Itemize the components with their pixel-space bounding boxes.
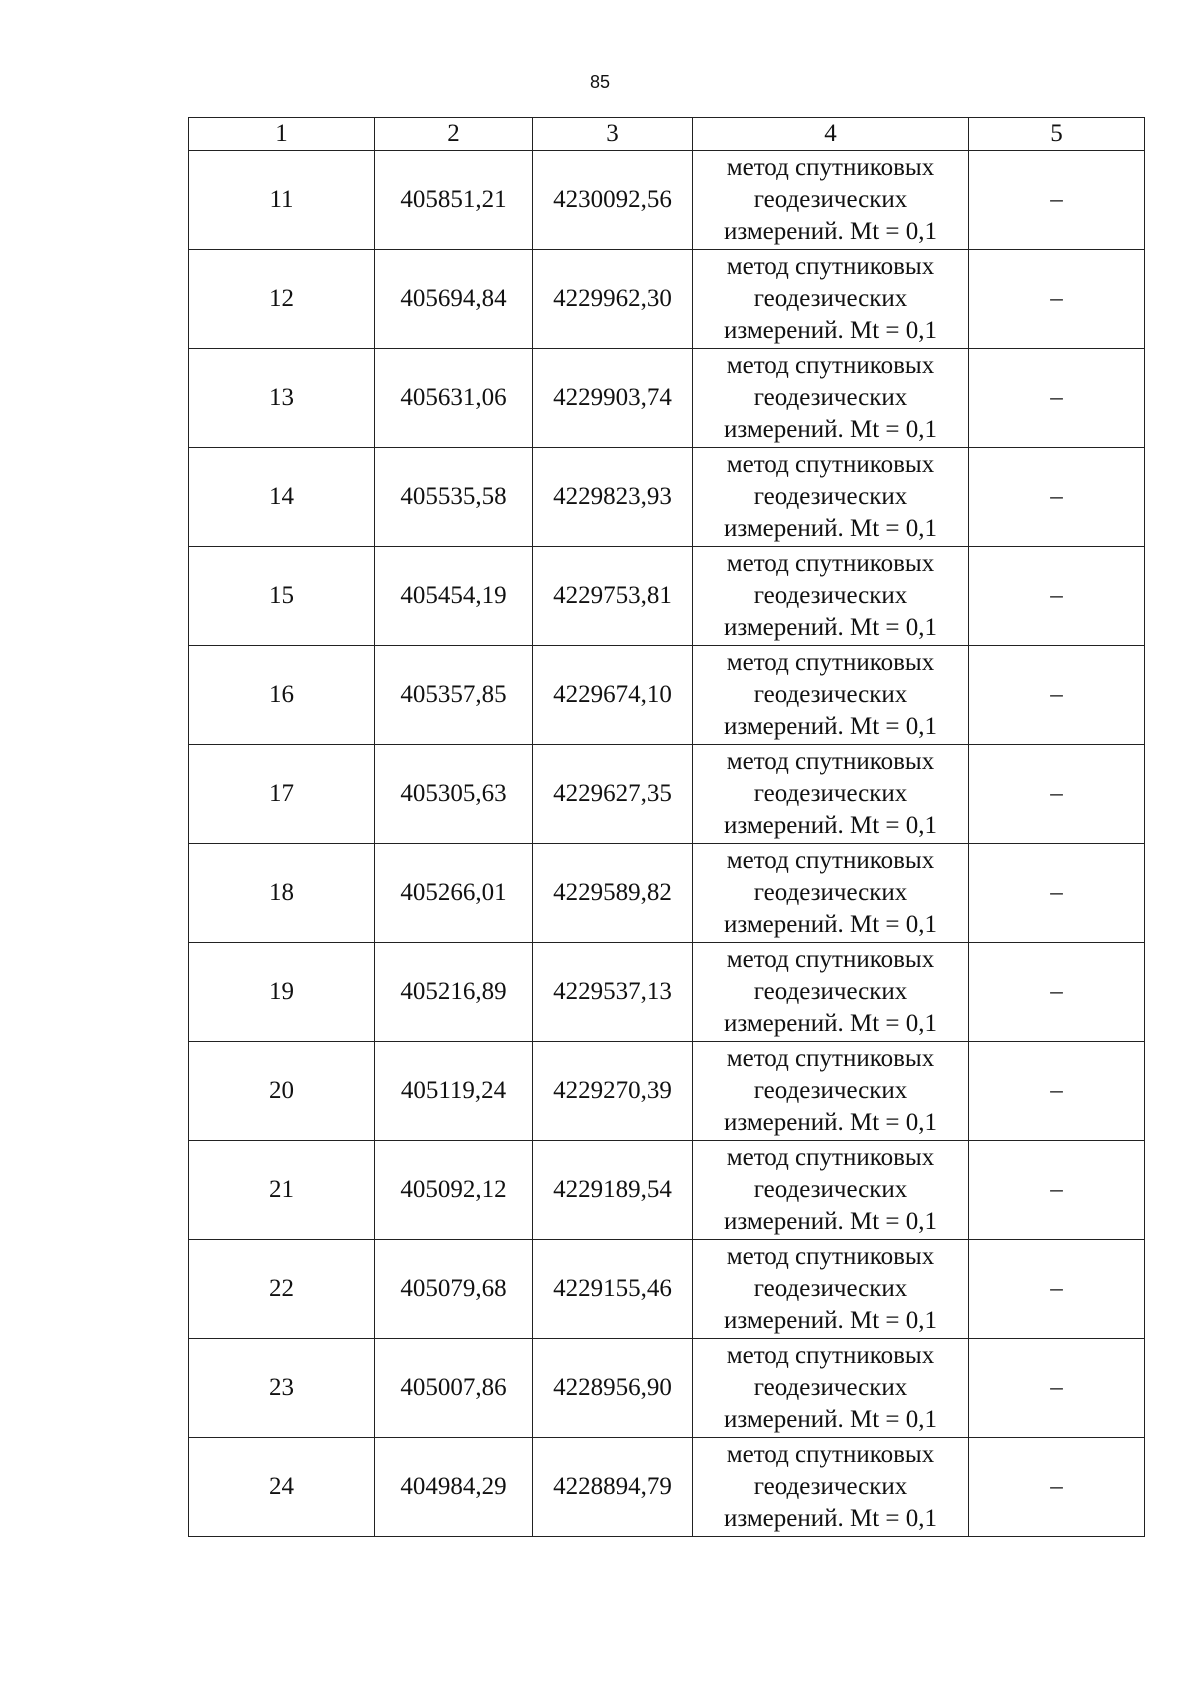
method-line: геодезических xyxy=(753,582,908,609)
method-line: геодезических xyxy=(753,1473,908,1500)
method-line: геодезических xyxy=(753,1275,908,1302)
y-coordinate-cell: 4228894,79 xyxy=(533,1438,693,1537)
table-row xyxy=(189,349,1145,448)
method-line: геодезических xyxy=(753,978,908,1005)
note-cell: – xyxy=(969,1438,1145,1537)
method-cell xyxy=(693,1141,969,1240)
method-line: измерений. Mt = 0,1 xyxy=(723,1307,938,1334)
y-coordinate-cell: 4229589,82 xyxy=(533,844,693,943)
method-cell xyxy=(693,250,969,349)
method-line: метод спутниковых xyxy=(726,946,935,973)
table-row xyxy=(189,943,1145,1042)
column-header-2: 2 xyxy=(375,118,533,151)
method-cell xyxy=(693,151,969,250)
table-header xyxy=(189,118,1145,151)
table-row xyxy=(189,745,1145,844)
x-coordinate-cell: 405216,89 xyxy=(375,943,533,1042)
method-line: измерений. Mt = 0,1 xyxy=(723,317,938,344)
method-line: метод спутниковых xyxy=(726,649,935,676)
table-body xyxy=(189,151,1145,1537)
method-line: измерений. Mt = 0,1 xyxy=(723,713,938,740)
point-number-cell: 22 xyxy=(189,1240,375,1339)
method-line: геодезических xyxy=(753,1176,908,1203)
method-line: геодезических xyxy=(753,483,908,510)
method-line: геодезических xyxy=(753,186,908,213)
method-cell xyxy=(693,448,969,547)
method-line: метод спутниковых xyxy=(726,352,935,379)
point-number-cell: 11 xyxy=(189,151,375,250)
method-line: измерений. Mt = 0,1 xyxy=(723,911,938,938)
method-line: метод спутниковых xyxy=(726,550,935,577)
y-coordinate-cell: 4230092,56 xyxy=(533,151,693,250)
y-coordinate-cell: 4229823,93 xyxy=(533,448,693,547)
method-cell xyxy=(693,745,969,844)
method-line: измерений. Mt = 0,1 xyxy=(723,1208,938,1235)
method-line: метод спутниковых xyxy=(726,1441,935,1468)
x-coordinate-cell: 405092,12 xyxy=(375,1141,533,1240)
method-line: метод спутниковых xyxy=(726,1243,935,1270)
x-coordinate-cell: 405357,85 xyxy=(375,646,533,745)
point-number-cell: 21 xyxy=(189,1141,375,1240)
coordinates-table xyxy=(188,117,1145,1537)
x-coordinate-cell: 405079,68 xyxy=(375,1240,533,1339)
note-cell: – xyxy=(969,1042,1145,1141)
method-line: геодезических xyxy=(753,285,908,312)
y-coordinate-cell: 4229674,10 xyxy=(533,646,693,745)
point-number-cell: 17 xyxy=(189,745,375,844)
method-line: измерений. Mt = 0,1 xyxy=(723,1505,938,1532)
method-line: метод спутниковых xyxy=(726,154,935,181)
x-coordinate-cell: 405851,21 xyxy=(375,151,533,250)
table-row xyxy=(189,1141,1145,1240)
method-line: геодезических xyxy=(753,1077,908,1104)
y-coordinate-cell: 4229189,54 xyxy=(533,1141,693,1240)
note-cell: – xyxy=(969,250,1145,349)
method-line: геодезических xyxy=(753,681,908,708)
table-row xyxy=(189,1339,1145,1438)
method-line: геодезических xyxy=(753,879,908,906)
x-coordinate-cell: 405535,58 xyxy=(375,448,533,547)
column-header-5: 5 xyxy=(969,118,1145,151)
method-line: измерений. Mt = 0,1 xyxy=(723,812,938,839)
table-row xyxy=(189,1438,1145,1537)
method-line: метод спутниковых xyxy=(726,748,935,775)
table-row xyxy=(189,1240,1145,1339)
x-coordinate-cell: 405266,01 xyxy=(375,844,533,943)
point-number-cell: 15 xyxy=(189,547,375,646)
table-row xyxy=(189,1042,1145,1141)
x-coordinate-cell: 404984,29 xyxy=(375,1438,533,1537)
column-header-3: 3 xyxy=(533,118,693,151)
method-line: метод спутниковых xyxy=(726,253,935,280)
method-cell xyxy=(693,1438,969,1537)
page-number: 85 xyxy=(589,72,611,92)
method-cell xyxy=(693,646,969,745)
x-coordinate-cell: 405305,63 xyxy=(375,745,533,844)
point-number-cell: 23 xyxy=(189,1339,375,1438)
point-number-cell: 19 xyxy=(189,943,375,1042)
y-coordinate-cell: 4229962,30 xyxy=(533,250,693,349)
column-header-4: 4 xyxy=(693,118,969,151)
method-line: измерений. Mt = 0,1 xyxy=(723,515,938,542)
method-line: геодезических xyxy=(753,1374,908,1401)
point-number-cell: 16 xyxy=(189,646,375,745)
y-coordinate-cell: 4229155,46 xyxy=(533,1240,693,1339)
method-line: геодезических xyxy=(753,384,908,411)
table-row xyxy=(189,844,1145,943)
y-coordinate-cell: 4229537,13 xyxy=(533,943,693,1042)
table-row xyxy=(189,250,1145,349)
table-row xyxy=(189,547,1145,646)
note-cell: – xyxy=(969,1339,1145,1438)
method-line: метод спутниковых xyxy=(726,1144,935,1171)
header-row xyxy=(189,118,1145,151)
point-number-cell: 24 xyxy=(189,1438,375,1537)
method-line: метод спутниковых xyxy=(726,1342,935,1369)
point-number-cell: 13 xyxy=(189,349,375,448)
y-coordinate-cell: 4229903,74 xyxy=(533,349,693,448)
note-cell: – xyxy=(969,448,1145,547)
x-coordinate-cell: 405454,19 xyxy=(375,547,533,646)
method-line: измерений. Mt = 0,1 xyxy=(723,1109,938,1136)
method-cell xyxy=(693,547,969,646)
note-cell: – xyxy=(969,1240,1145,1339)
note-cell: – xyxy=(969,151,1145,250)
note-cell: – xyxy=(969,349,1145,448)
table-row xyxy=(189,151,1145,250)
method-line: измерений. Mt = 0,1 xyxy=(723,218,938,245)
method-line: геодезических xyxy=(753,780,908,807)
y-coordinate-cell: 4229753,81 xyxy=(533,547,693,646)
method-line: измерений. Mt = 0,1 xyxy=(723,1010,938,1037)
note-cell: – xyxy=(969,1141,1145,1240)
method-cell xyxy=(693,1240,969,1339)
point-number-cell: 14 xyxy=(189,448,375,547)
note-cell: – xyxy=(969,844,1145,943)
note-cell: – xyxy=(969,943,1145,1042)
method-line: измерений. Mt = 0,1 xyxy=(723,416,938,443)
point-number-cell: 20 xyxy=(189,1042,375,1141)
column-header-1: 1 xyxy=(189,118,375,151)
method-cell xyxy=(693,349,969,448)
note-cell: – xyxy=(969,547,1145,646)
note-cell: – xyxy=(969,646,1145,745)
x-coordinate-cell: 405119,24 xyxy=(375,1042,533,1141)
point-number-cell: 12 xyxy=(189,250,375,349)
method-cell xyxy=(693,943,969,1042)
point-number-cell: 18 xyxy=(189,844,375,943)
table-row xyxy=(189,448,1145,547)
method-line: метод спутниковых xyxy=(726,451,935,478)
method-line: измерений. Mt = 0,1 xyxy=(723,614,938,641)
method-cell xyxy=(693,1042,969,1141)
method-line: метод спутниковых xyxy=(726,1045,935,1072)
x-coordinate-cell: 405694,84 xyxy=(375,250,533,349)
method-line: метод спутниковых xyxy=(726,847,935,874)
method-line: измерений. Mt = 0,1 xyxy=(723,1406,938,1433)
y-coordinate-cell: 4229627,35 xyxy=(533,745,693,844)
x-coordinate-cell: 405007,86 xyxy=(375,1339,533,1438)
note-cell: – xyxy=(969,745,1145,844)
table-row xyxy=(189,646,1145,745)
y-coordinate-cell: 4229270,39 xyxy=(533,1042,693,1141)
method-cell xyxy=(693,844,969,943)
y-coordinate-cell: 4228956,90 xyxy=(533,1339,693,1438)
x-coordinate-cell: 405631,06 xyxy=(375,349,533,448)
method-cell xyxy=(693,1339,969,1438)
